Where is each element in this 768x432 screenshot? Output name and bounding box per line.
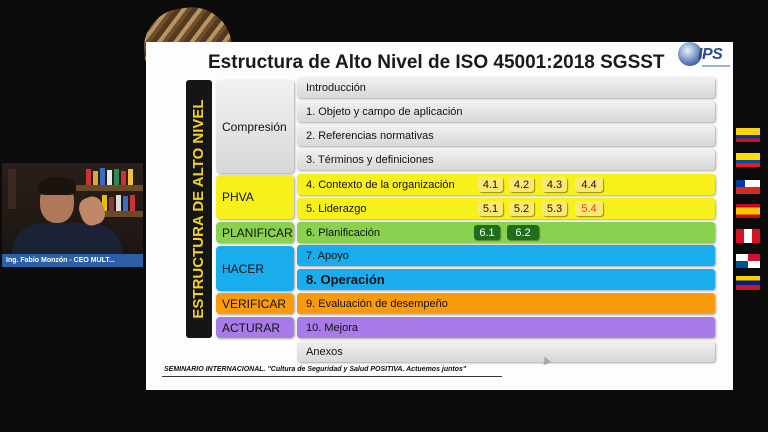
label-planificar: PLANIFICAR: [216, 222, 294, 243]
row-clause-10: 10. Mejora: [297, 317, 715, 338]
chile-flag-icon: [736, 180, 760, 194]
presenter-name-label: Ing. Fabio Monzón - CEO MULT...: [2, 254, 143, 267]
chip-5-1: 5.1: [478, 201, 503, 216]
chip-6-1: 6.1: [474, 225, 500, 240]
spain-flag-icon: [736, 204, 760, 218]
row-anexos: Anexos: [297, 341, 715, 362]
row-clause-2: 2. Referencias normativas: [297, 125, 715, 146]
chip-5-2: 5.2: [509, 201, 534, 216]
label-verificar: VERIFICAR: [216, 293, 294, 314]
peru-flag-icon: [736, 229, 760, 243]
row-clause-7: 7. Apoyo: [297, 245, 715, 266]
colombia-flag-icon: [736, 128, 760, 142]
panama-flag-icon: [736, 254, 760, 268]
chip-5-4: 5.4: [575, 201, 603, 216]
chip-4-4: 4.4: [575, 177, 603, 192]
label-phva: PHVA: [216, 175, 294, 219]
venezuela-flag-icon: [736, 276, 760, 290]
slide-title: Estructura de Alto Nivel de ISO 45001:2018 SGSST: [208, 52, 665, 73]
label-compresion: Compresión: [216, 80, 294, 173]
chip-6-2: 6.2: [507, 225, 539, 240]
slide-footer: SEMINARIO INTERNACIONAL. "Cultura de Seguridad y Salud POSITIVA. Actuemos juntos": [164, 366, 467, 373]
ecuador-flag-icon: [736, 153, 760, 167]
row-clause-8: 8. Operación: [297, 269, 715, 290]
row-introduccion: Introducción: [297, 77, 715, 98]
label-hacer: HACER: [216, 246, 294, 291]
label-acturar: ACTURAR: [216, 317, 294, 338]
chip-5-3: 5.3: [542, 201, 567, 216]
row-clause-9: 9. Evaluación de desempeño: [297, 293, 715, 314]
row-clause-6: 6. Planificación: [297, 222, 715, 243]
row-clause-1: 1. Objeto y campo de aplicación: [297, 101, 715, 122]
ips-logo: [676, 42, 732, 72]
chip-4-1: 4.1: [478, 177, 503, 192]
webcam-feed: [2, 163, 143, 267]
vertical-label: ESTRUCTURA DE ALTO NIVEL: [190, 99, 207, 319]
chip-4-2: 4.2: [509, 177, 534, 192]
presentation-slide: [146, 42, 733, 390]
row-clause-3: 3. Términos y definiciones: [297, 149, 715, 170]
chip-4-3: 4.3: [542, 177, 567, 192]
logo-text: IPS: [698, 46, 723, 63]
row-clause-4: 4. Contexto de la organización: [297, 174, 715, 195]
row-clause-5: 5. Liderazgo: [297, 198, 715, 219]
